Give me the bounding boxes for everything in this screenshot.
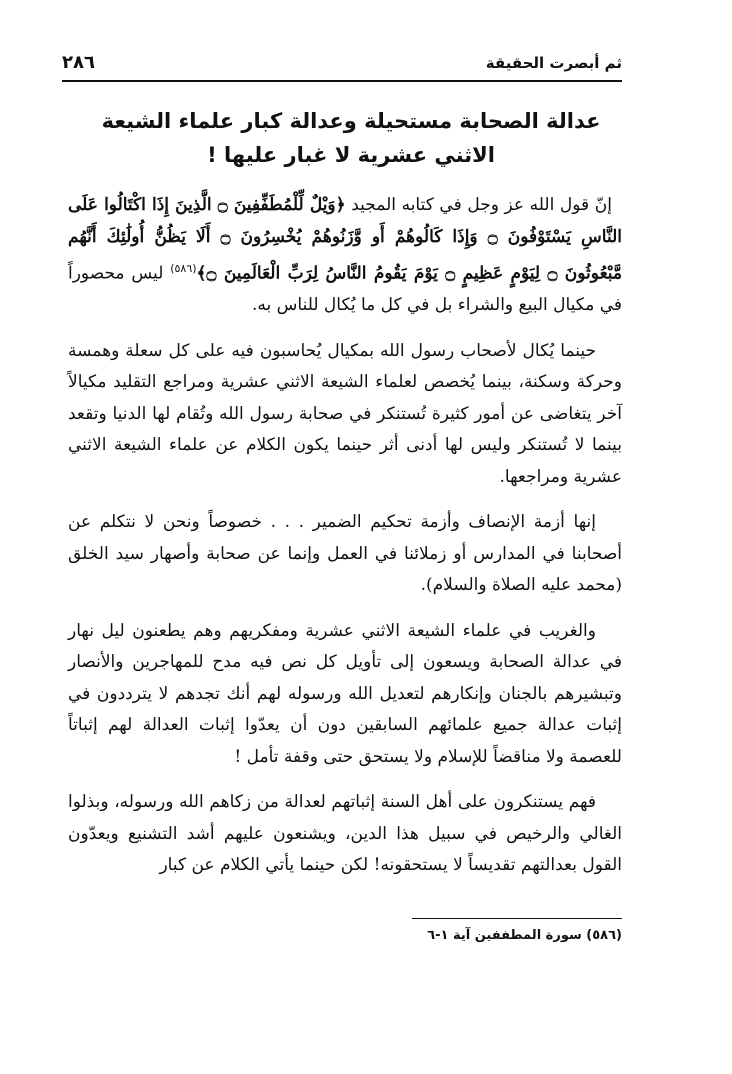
running-title: ثم أبصرت الحقيقة xyxy=(485,54,622,72)
footnote-reference: (٥٨٦) xyxy=(170,262,197,275)
paragraph-1-rest: ليس محصوراً في مكيال البيع والشراء بل في كل ما يُكال للناس به. xyxy=(68,263,622,316)
running-header xyxy=(62,48,622,82)
quran-verse: ﴿وَيْلٌ لِّلْمُطَفِّفِينَ ۝ الَّذِينَ إِذَا اكْتَالُوا عَلَى النَّاسِ يَسْتَوْفُونَ ۝ وَإِذَا كَالُوهُمْ أَو وَّزَنُوهُمْ يُخْسِرُونَ ۝ أَلَا يَظُنُّ أُولَٰئِكَ أَنَّهُم مَّبْعُوثُونَ ۝ لِيَوْمٍ عَظِيمٍ ۝ يَوْمَ يَقُومُ النَّاسُ لِرَبِّ الْعَالَمِينَ ۝﴾ xyxy=(68,195,623,284)
paragraph-1-intro: إنّ قول الله عز وجل في كتابه المجيد xyxy=(345,195,612,215)
paragraph-3: إنها أزمة الإنصاف وأزمة تحكيم الضمير . . . خصوصاً ونحن لا نتكلم عن أصحابنا في المدارس أو زملائنا في العمل وإنما عن صحابة وأصهار سيد الخلق (محمد عليه الصلاة والسلام). xyxy=(68,512,622,596)
paragraph-2: حينما يُكال لأصحاب رسول الله بمكيال يُحاسبون فيه على كل سعلة وهمسة وحركة وسكنة، بينما يُخصص لعلماء الشيعة الاثني عشرية ومراجع التقليد مكيالاً آخر يتغاضى عن أمور كثيرة تُستنكر في صحابة رسول الله وتُقام لها الدنيا وتقعد بينما لا تُستنكر وليس لها أدنى أثر حينما يكون الكلام عن علماء الشيعة الاثني عشرية ومراجعها. xyxy=(68,340,622,487)
footnote: (٥٨٦) سورة المطففين آية ١-٦ xyxy=(427,928,622,943)
page-number: ٢٨٦ xyxy=(62,52,95,73)
heading-line-2: الاثني عشرية لا غبار عليها ! xyxy=(207,143,495,167)
body-text xyxy=(68,190,622,896)
paragraph-4: والغريب في علماء الشيعة الاثني عشرية ومفكريهم وهم يطعنون ليل نهار في عدالة الصحابة ويسعون إلى تأويل كل نص فيه مدح للمهاجرين والأنصار وتبشيرهم بالجنان وإنكارهم لتعديل الله ورسوله لهم أنك تجدهم لا يترددون في إثبات عدالة جميع علمائهم السابقين دون أن يعدّوا إثبات العدالة لهم إثباتاً للعصمة ولا مناقضاً للإسلام ولا يستحق حتى وقفة تأمل ! xyxy=(68,620,622,767)
section-heading xyxy=(80,104,622,172)
heading-line-1: عدالة الصحابة مستحيلة وعدالة كبار علماء الشيعة xyxy=(101,109,601,133)
paragraph-5: فهم يستنكرون على أهل السنة إثباتهم لعدالة من زكاهم الله ورسوله، وبذلوا الغالي والرخيص في سبيل هذا الدين، ويشنعون عليهم أشد التشنيع ويعدّون القول بعدالتهم تقديساً لا يستحقونه! لكن حينما يأتي الكلام عن كبار xyxy=(68,792,622,876)
footnote-divider xyxy=(412,918,622,919)
paragraph-1 xyxy=(68,190,622,322)
